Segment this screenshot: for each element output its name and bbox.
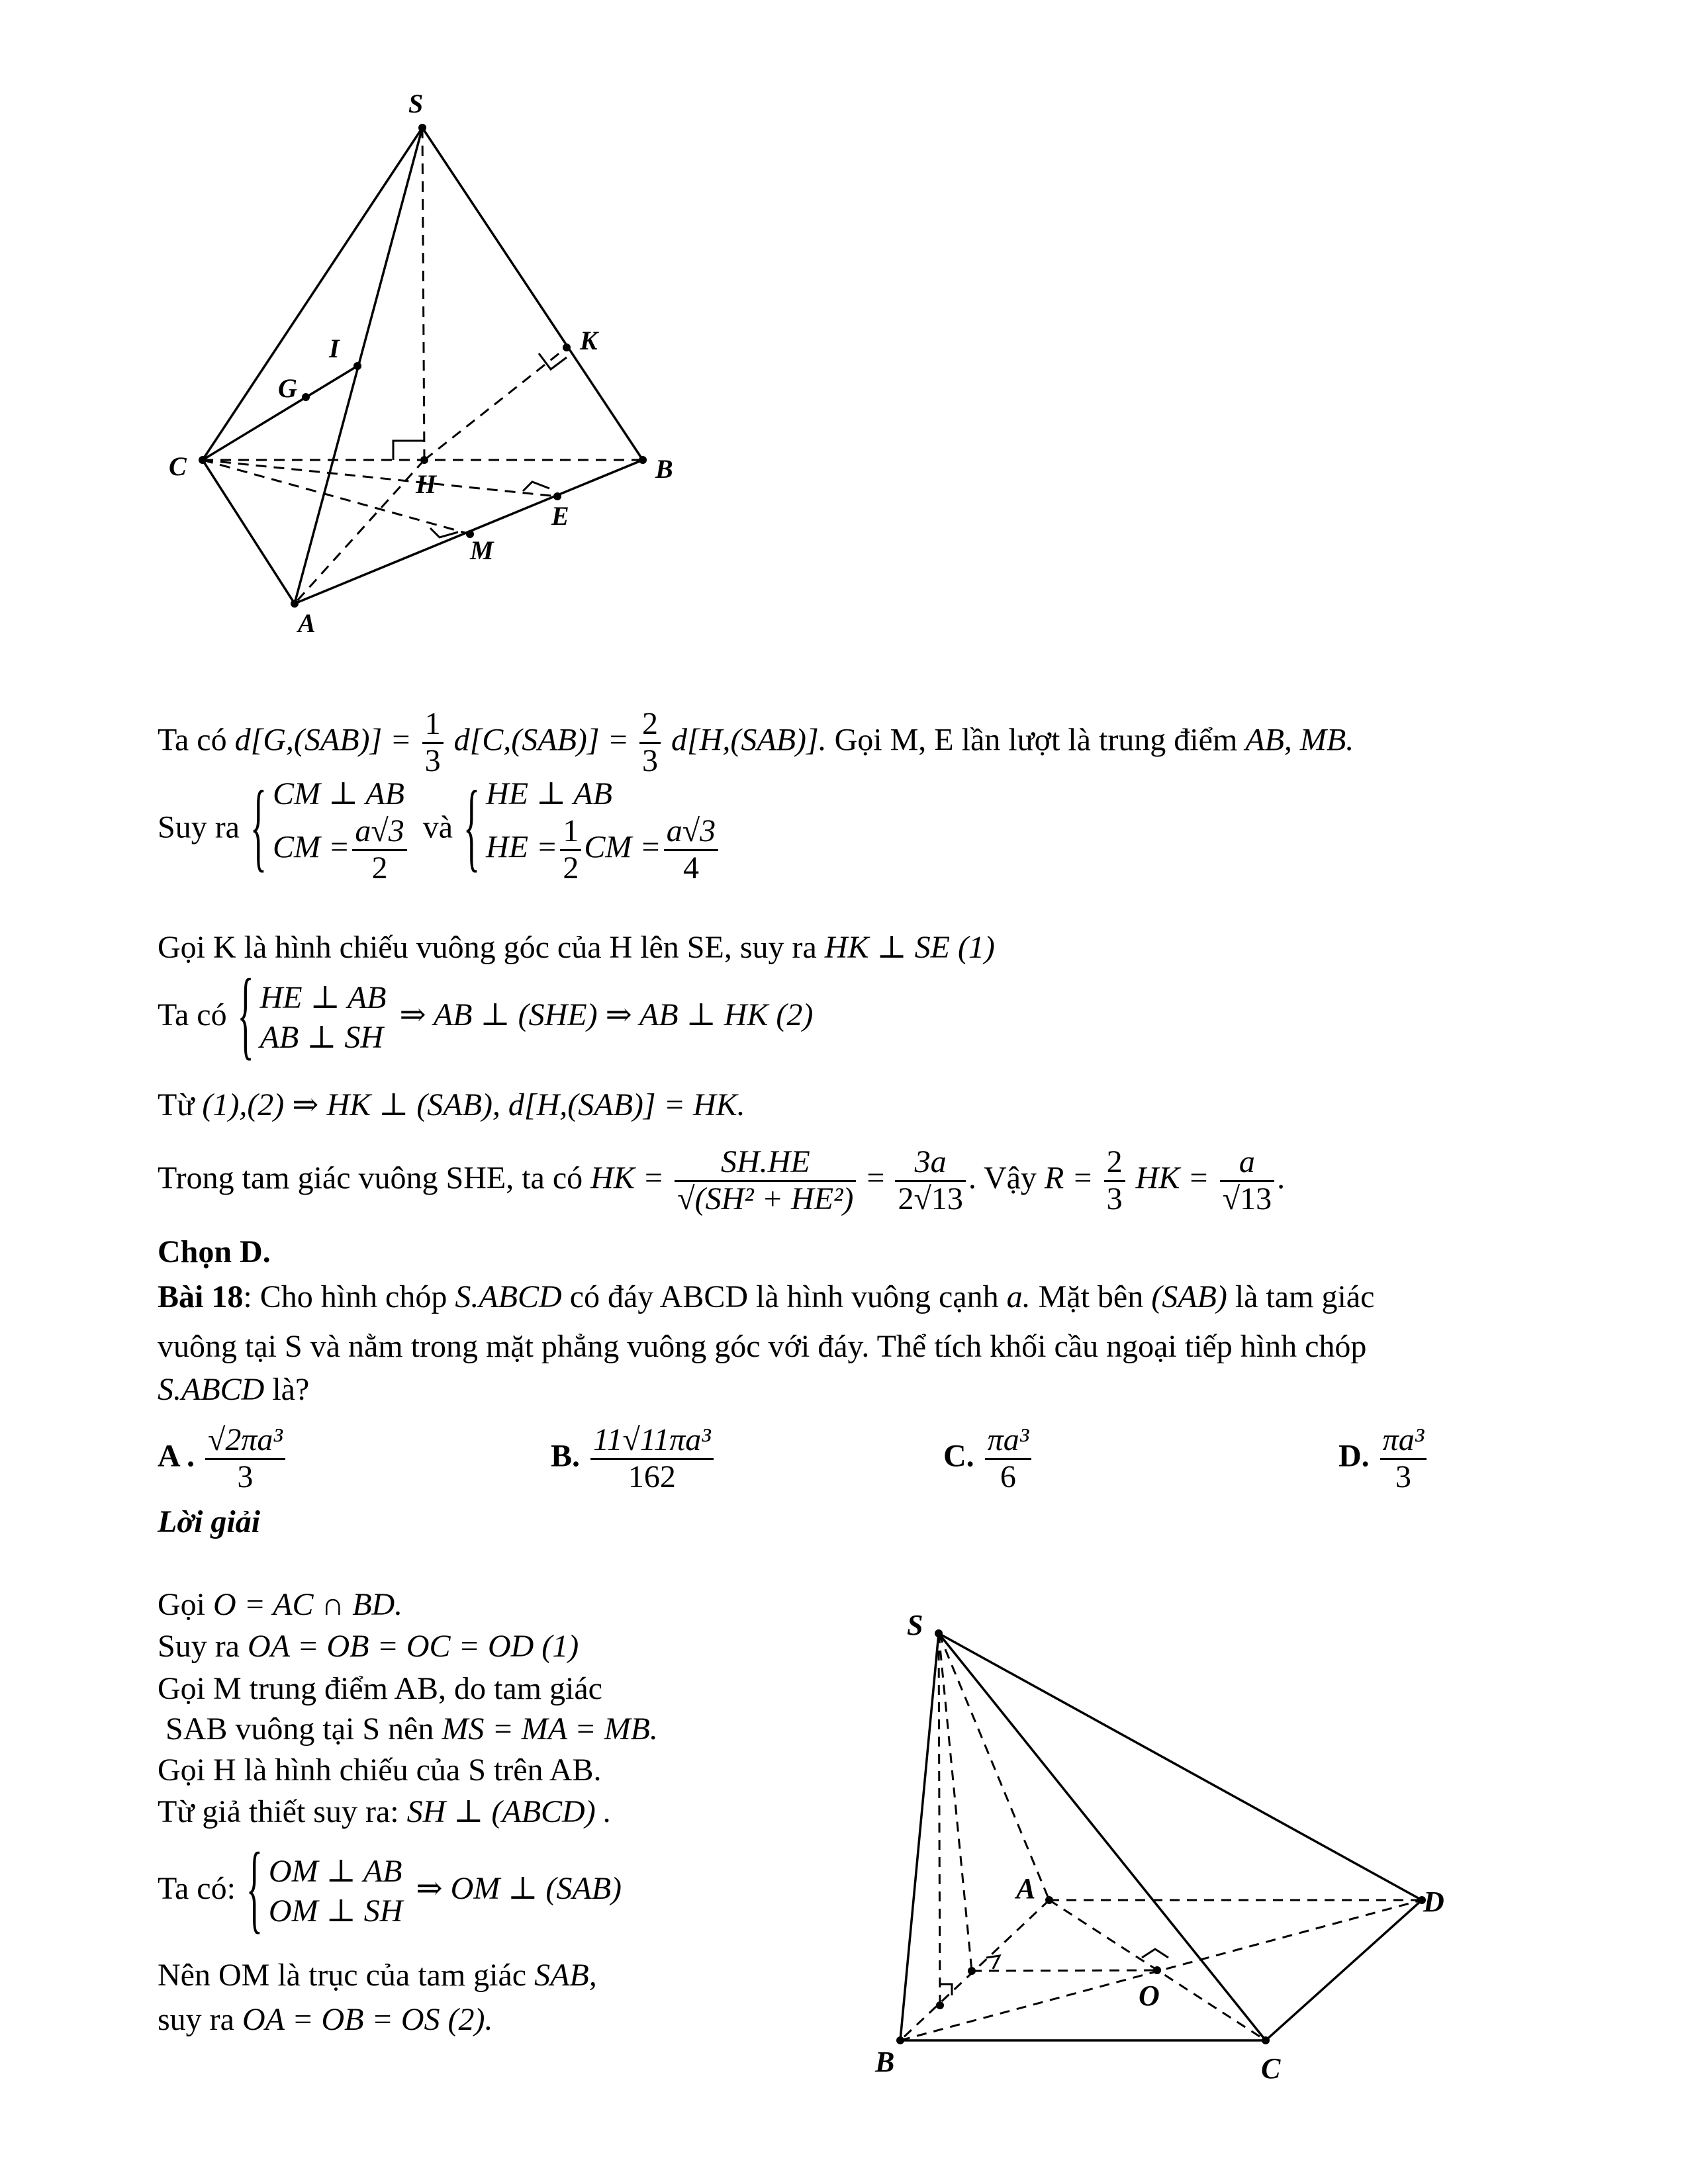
answer-choice: Chọn D.	[158, 1234, 271, 1269]
pyramid-figure-2	[841, 1588, 1463, 2091]
label-B: B	[875, 2046, 895, 2078]
sol-line-4: SAB vuông tại S nên MS = MA = MB.	[165, 1711, 658, 1747]
label-E: E	[551, 501, 569, 531]
option-C[interactable]: C. $\frac{\text{πa³}}{6}$	[943, 1423, 1034, 1495]
sol-line-1: Gọi O = AC ∩ BD.	[158, 1587, 403, 1622]
sol-line-6: Từ giả thiết suy ra: SH ⊥ (ABCD) .	[158, 1794, 612, 1829]
sol-line-2: Suy ra OA = OB = OC = OD (1)	[158, 1629, 579, 1664]
math-AB-MB: AB, MB.	[1245, 722, 1354, 758]
point-B	[639, 456, 647, 464]
point-I	[353, 362, 361, 370]
math-dG: d[G,(SAB)] =	[234, 722, 412, 758]
system-HE-AB: { HE ⊥ AB AB ⊥ SH	[240, 978, 387, 1058]
point-K	[563, 343, 571, 351]
line-ta-co-system	[158, 978, 813, 1058]
segment-SM	[939, 1633, 972, 1971]
text-suy-ra: Suy ra	[158, 809, 240, 845]
problem-18-line3	[158, 1370, 309, 1410]
label-I: I	[329, 334, 340, 363]
solution-heading: Lời giải	[158, 1504, 261, 1539]
option-A[interactable]: A . $\frac{\text{√2πa³}}{3}$	[158, 1423, 288, 1495]
point-G	[302, 393, 310, 401]
text-period: .	[1277, 1160, 1286, 1196]
point-E	[553, 492, 561, 500]
text-goi-me: Gọi M, E lần lượt là trung điểm	[834, 722, 1238, 758]
option-B[interactable]: B. $\frac{\text{11√11πa³}}{162}$	[551, 1423, 716, 1495]
system-HE: { HE ⊥ AB HE = $\frac{1}{2}$ CM = $\frac{a√3}{4}$	[466, 774, 721, 886]
problem-18-line1	[158, 1277, 1374, 1317]
math-a: a.	[1006, 1279, 1031, 1314]
edge-SB	[900, 1633, 939, 2040]
system-OM: { OM ⊥ AB OM ⊥ SH	[249, 1852, 402, 1931]
segment-SH	[939, 1633, 940, 2005]
edge-CD	[1266, 1900, 1422, 2040]
point-C	[1262, 2036, 1270, 2044]
text-mat-ben: Mặt bên	[1038, 1279, 1144, 1314]
right-angle-H	[393, 441, 424, 460]
point-H	[420, 456, 428, 464]
right-angle-E	[523, 482, 549, 491]
text-goi-k: Gọi K là hình chiếu vuông góc của H lên SE, suy ra	[158, 930, 817, 965]
right-angle-H	[940, 1984, 952, 1995]
line-goi-k	[158, 928, 995, 968]
label-S: S	[907, 1609, 923, 1641]
text-la: là?	[272, 1372, 310, 1407]
fraction-SH-HE: $\frac{SH.HE}{\text{√(SH² + HE²)}}$	[675, 1145, 856, 1217]
fraction-two-thirds: $\frac{2}{3}$	[639, 707, 661, 779]
fraction-3a: $\frac{3a}{2√13}$	[895, 1145, 965, 1217]
label-O: O	[1139, 1979, 1160, 2012]
point-A	[291, 600, 299, 608]
math-HK-eq-2: HK =	[1135, 1160, 1209, 1196]
point-C	[199, 456, 207, 464]
sol-line-7: Ta có: { OM ⊥ AB OM ⊥ SH ⇒ OM ⊥ (SAB)	[158, 1852, 622, 1931]
math-SABCD-2: S.ABCD	[158, 1372, 265, 1407]
right-angle-M	[986, 1956, 1000, 1969]
segment-HK	[424, 347, 567, 460]
label-K: K	[580, 326, 598, 355]
point-M	[968, 1967, 976, 1975]
line-tu	[158, 1085, 745, 1125]
math-HK-SAB: (1),(2) ⇒ HK ⊥ (SAB), d[H,(SAB)] = HK.	[202, 1087, 745, 1122]
label-G: G	[278, 373, 297, 403]
pyramid-figure-1	[165, 79, 708, 649]
label-C: C	[169, 451, 187, 481]
line-distance-ratio	[158, 707, 1354, 779]
math-HK-SE: HK ⊥ SE (1)	[824, 930, 995, 965]
text-la-tam-giac: là tam giác	[1235, 1279, 1375, 1314]
text-trong-tam-giac: Trong tam giác vuông SHE, ta có	[158, 1160, 583, 1196]
edge-SB	[422, 128, 643, 460]
system-CM: { CM ⊥ AB CM = $\frac{a√3}{2}$	[253, 774, 410, 886]
label-B: B	[655, 454, 673, 484]
label-M: M	[470, 535, 494, 565]
text-cho: : Cho hình chóp	[243, 1279, 447, 1314]
segment-SH	[422, 128, 424, 460]
text-ta-co-2: Ta có	[158, 997, 227, 1033]
fraction-2-3: $\frac{2}{3}$	[1104, 1145, 1125, 1217]
math-SAB: (SAB)	[1151, 1279, 1227, 1314]
text-vay: . Vậy	[968, 1160, 1037, 1196]
fraction-a-sqrt13: $\frac{a}{√13}$	[1220, 1145, 1274, 1217]
point-B	[896, 2036, 904, 2044]
edge-SC	[203, 128, 422, 460]
line-tam-giac-she	[158, 1145, 1285, 1217]
segment-MO	[972, 1970, 1157, 1971]
text-co-day: có đáy ABCD là hình vuông cạnh	[569, 1279, 999, 1314]
fraction-one-third: $\frac{1}{3}$	[422, 707, 444, 779]
math-dH: d[H,(SAB)].	[671, 722, 827, 758]
text-tu: Từ	[158, 1087, 195, 1122]
text-equals: =	[867, 1160, 885, 1196]
point-S	[418, 124, 426, 132]
text-va: và	[422, 809, 453, 845]
math-AB-HK: ⇒ AB ⊥ (SHE) ⇒ AB ⊥ HK (2)	[399, 997, 814, 1033]
label-H: H	[416, 469, 437, 499]
point-A	[1045, 1896, 1053, 1904]
label-D: D	[1423, 1886, 1444, 1918]
segment-CE	[203, 460, 557, 496]
math-SABCD: S.ABCD	[455, 1279, 562, 1314]
option-D[interactable]: D. $\frac{\text{πa³}}{3}$	[1338, 1423, 1429, 1495]
point-S	[935, 1629, 943, 1637]
segment-SA	[939, 1633, 1049, 1900]
point-O	[1153, 1966, 1161, 1974]
edge-SC	[939, 1633, 1266, 2040]
math-HK-eq: HK =	[590, 1160, 665, 1196]
right-angle-O	[1142, 1949, 1168, 1958]
label-C: C	[1261, 2052, 1281, 2085]
sol-line-8: Nên OM là trục của tam giác SAB,	[158, 1958, 597, 1993]
point-H	[936, 2001, 944, 2009]
edge-SD	[939, 1633, 1422, 1900]
math-dC: d[C,(SAB)] =	[453, 722, 629, 758]
text-ta-co: Ta có	[158, 722, 227, 758]
problem-18-line2: vuông tại S và nằm trong mặt phẳng vuông góc với đáy. Thể tích khối cầu ngoại tiếp hình chóp	[158, 1329, 1367, 1364]
sol-line-5: Gọi H là hình chiếu của S trên AB.	[158, 1752, 602, 1788]
problem-label: Bài 18	[158, 1279, 244, 1314]
math-R: R =	[1044, 1160, 1094, 1196]
sol-line-3: Gọi M trung điểm AB, do tam giác	[158, 1671, 602, 1706]
label-S: S	[408, 89, 424, 118]
line-suy-ra-systems	[158, 774, 726, 886]
label-A: A	[1016, 1872, 1036, 1905]
label-A: A	[298, 608, 316, 638]
sol-line-9: suy ra OA = OB = OS (2).	[158, 2002, 493, 2037]
